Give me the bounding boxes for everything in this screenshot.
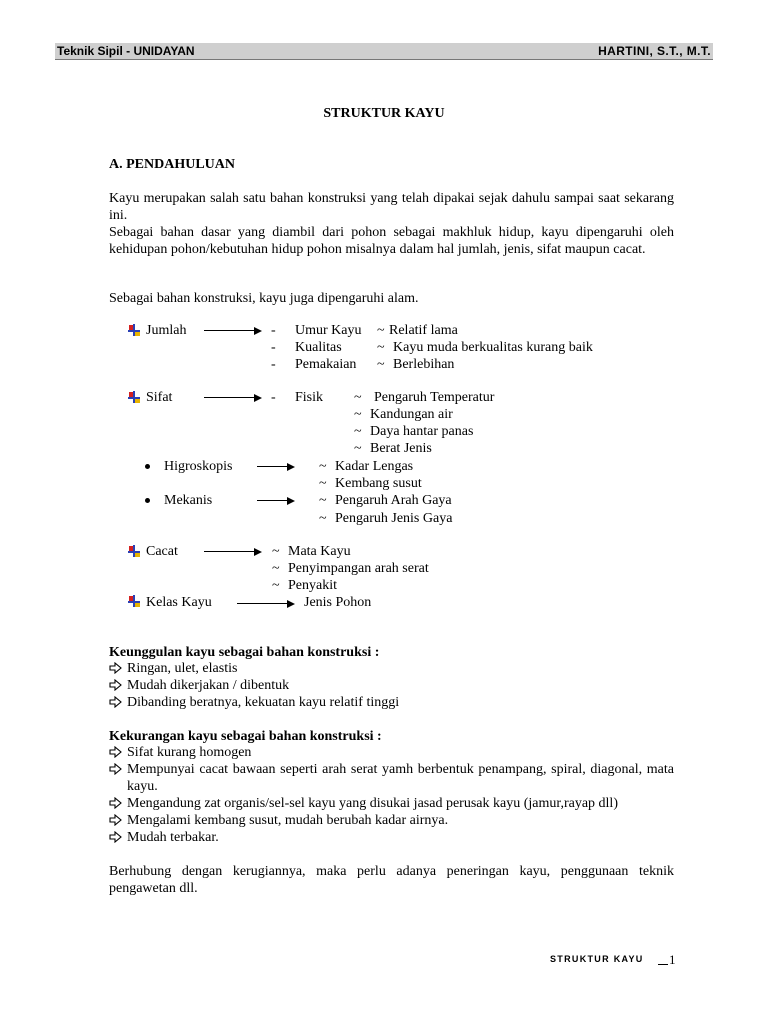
intro-paragraph-1: Kayu merupakan salah satu bahan konstruksi yang telah dipakai sejak dahulu sampai saat sekarang ini. [109,191,674,223]
tilde: ~ [272,544,280,559]
hollow-right-arrow-icon [109,763,122,775]
keunggulan-item: Ringan, ulet, elastis [127,661,238,676]
tilde: ~ [272,578,280,593]
document-title: STRUKTUR KAYU [323,106,445,121]
cacat-item: Penyakit [288,578,337,593]
arrow-right-icon [257,463,295,471]
tilde: ~ [377,323,385,338]
header-author: HARTINI, S.T., M.T. [598,44,711,58]
tilde: ~ [319,511,327,526]
tilde: ~ [354,441,362,456]
fisik-item: Berat Jenis [370,441,432,456]
jumlah-item-desc: Berlebihan [393,357,455,372]
mekanis-item: Pengaruh Arah Gaya [335,493,452,508]
cacat-label: Cacat [146,544,178,559]
dash: - [271,357,276,372]
pin-bullet-icon [127,323,141,337]
higroskopis-item: Kembang susut [335,476,422,491]
intro-paragraph-3: Sebagai bahan konstruksi, kayu juga dipengaruhi alam. [109,291,419,306]
jumlah-item-name: Kualitas [295,340,342,355]
fisik-label: Fisik [295,390,324,405]
sifat-label: Sifat [146,390,173,405]
kekurangan-heading: Kekurangan kayu sebagai bahan konstruksi : [109,729,382,744]
jumlah-item-desc: Kayu muda berkualitas kurang baik [393,340,593,355]
hollow-right-arrow-icon [109,831,122,843]
mekanis-label: Mekanis [164,493,213,508]
kekurangan-item: Sifat kurang homogen [127,745,252,760]
footer-rule [658,964,668,965]
cacat-item: Mata Kayu [288,544,351,559]
hollow-right-arrow-icon [109,814,122,826]
kekurangan-item: Mengandung zat organis/sel-sel kayu yang disukai jasad perusak kayu (jamur,rayap dll) [127,796,618,811]
tilde: ~ [377,340,385,355]
footer-label: STRUKTUR KAYU [550,954,644,964]
mekanis-item: Pengaruh Jenis Gaya [335,511,453,526]
jumlah-label: Jumlah [146,323,187,338]
dash: - [271,340,276,355]
kelas-kayu-label: Kelas Kayu [146,595,212,610]
header-course: Teknik Sipil - UNIDAYAN [57,44,195,58]
tilde: ~ [272,561,280,576]
hollow-right-arrow-icon [109,746,122,758]
hollow-right-arrow-icon [109,679,122,691]
cacat-item: Penyimpangan arah serat [288,561,429,576]
kekurangan-item: Mengalami kembang susut, mudah berubah kadar airnya. [127,813,449,828]
intro-paragraph-2: Sebagai bahan dasar yang diambil dari pohon sebagai makhluk hidup, kayu dipengaruhi oleh kehidupan pohon/kebutuhan hidup pohon misalnya dalam hal jumlah, jenis, sifat maupun cacat. [109,225,674,257]
hollow-right-arrow-icon [109,797,122,809]
arrow-right-icon [204,394,262,402]
closing-paragraph: Berhubung dengan kerugiannya, maka perlu adanya peneringan kayu, penggunaan teknik pengawetan dll. [109,864,674,896]
jumlah-item-desc: Relatif lama [389,323,458,338]
tilde: ~ [319,459,327,474]
fisik-item: Kandungan air [370,407,453,422]
kelas-kayu-value: Jenis Pohon [304,595,372,610]
keunggulan-heading: Keunggulan kayu sebagai bahan konstruksi : [109,645,380,660]
tilde: ~ [354,407,362,422]
dash: - [271,390,276,405]
section-heading: A. PENDAHULUAN [109,157,235,172]
fisik-item: Pengaruh Temperatur [374,390,495,405]
keunggulan-item: Mudah dikerjakan / dibentuk [127,678,290,693]
jumlah-item-name: Umur Kayu [295,323,362,338]
jumlah-item-name: Pemakaian [295,357,357,372]
kekurangan-item: Mempunyai cacat bawaan seperti arah serat yamh berbentuk penampang, spiral, diagonal, mata kayu. [127,762,674,794]
page-header [55,43,713,60]
hollow-right-arrow-icon [109,662,122,674]
pin-bullet-icon [127,390,141,404]
higroskopis-label: Higroskopis [164,459,233,474]
arrow-right-icon [204,548,262,556]
keunggulan-item: Dibanding beratnya, kekuatan kayu relatif tinggi [127,695,400,710]
tilde: ~ [319,476,327,491]
tilde: ~ [354,390,362,405]
arrow-right-icon [237,600,295,608]
bullet-dot [145,498,150,503]
hollow-right-arrow-icon [109,696,122,708]
kekurangan-item: Mudah terbakar. [127,830,219,845]
tilde: ~ [354,424,362,439]
tilde: ~ [377,357,385,372]
dash: - [271,323,276,338]
pin-bullet-icon [127,544,141,558]
arrow-right-icon [204,327,262,335]
page-number: 1 [669,952,676,967]
arrow-right-icon [257,497,295,505]
bullet-dot [145,464,150,469]
fisik-item: Daya hantar panas [370,424,474,439]
pin-bullet-icon [127,594,141,608]
higroskopis-item: Kadar Lengas [335,459,414,474]
tilde: ~ [319,493,327,508]
